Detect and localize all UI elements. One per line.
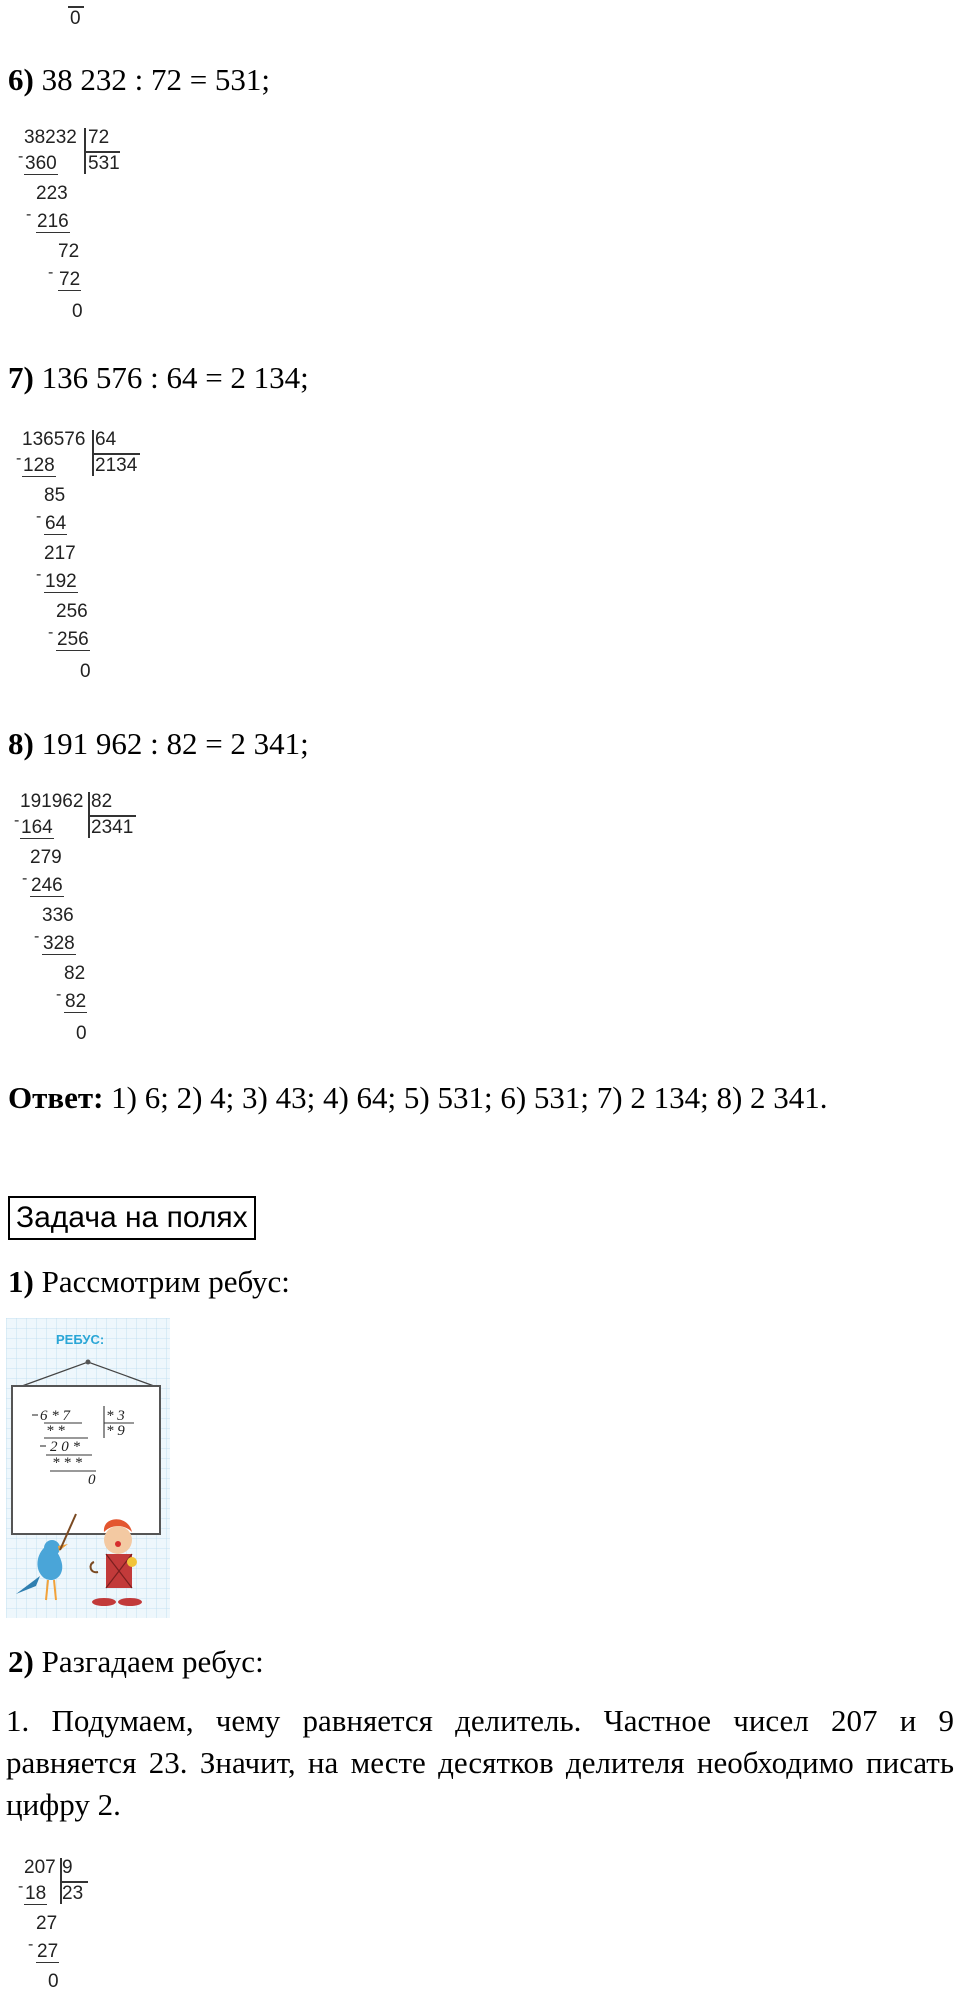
rebus-illustration [6,1318,170,1618]
step: 164 [21,817,53,838]
remainder: 0 [48,1971,59,1992]
step: 27 [37,1941,59,1962]
minus-sign: - [48,264,54,281]
divisor: 64 [95,429,117,450]
step-2-heading [8,1642,264,1682]
problem-expression: 136 576 : 64 = 2 134; [33,360,309,395]
answer-text: 1) 6; 2) 4; 3) 43; 4) 64; 5) 531; 6) 531; 7) 2 134; 8) 2 341. [103,1080,828,1115]
minus-sign: - [28,1936,34,1953]
step: 223 [36,183,68,204]
minus-sign: - [18,148,24,165]
step-label: 2) [8,1644,34,1679]
quotient: 23 [62,1883,84,1904]
step: 82 [65,991,87,1012]
minus-sign: - [34,928,40,945]
step: 256 [56,601,88,622]
rebus-row2-right: * 9 [106,1423,125,1439]
step: 360 [25,153,57,174]
step-text: Рассмотрим ребус: [33,1264,290,1299]
minus-sign: - [36,508,42,525]
dividend: 136576 [22,429,86,450]
minus-sign: - [18,1878,24,1895]
divisor: 82 [91,791,113,812]
step-text: Разгадаем ребус: [33,1644,264,1679]
quotient: 2341 [91,817,134,838]
task-box: Задача на полях [8,1196,256,1240]
rebus-title: РЕБУС: [56,1332,105,1347]
step: 246 [31,875,63,896]
step-label: 1) [8,1264,34,1299]
step: 328 [43,933,75,954]
remainder: 0 [76,1023,87,1044]
rebus-row1-left: 6 * 7 [40,1408,70,1424]
rebus-row3: 2 0 * [50,1439,80,1455]
quotient: 531 [88,153,120,174]
step: 72 [59,269,81,290]
problem-8-heading [8,724,309,764]
step: 85 [44,485,66,506]
problem-label: 7) [8,360,34,395]
step: 82 [64,963,86,984]
answer-line [8,1078,828,1118]
quotient: 2134 [95,455,138,476]
board [12,1386,160,1534]
answer-label: Ответ: [8,1080,104,1115]
dividend: 207 [24,1857,56,1878]
minus-sign: - [22,870,28,887]
step: 216 [37,211,69,232]
minus-sign: - [56,986,62,1003]
minus-sign: - [16,450,22,467]
dividend: 191962 [20,791,84,812]
rebus-row5: 0 [88,1472,96,1488]
step: 64 [45,513,67,534]
rebus-row1-right: * 3 [106,1408,125,1424]
top-remainder: 0 [70,8,81,30]
divisor: 72 [88,127,110,148]
step: 72 [58,241,80,262]
divisor: 9 [62,1857,73,1878]
step: 336 [42,905,74,926]
rebus-row4: * * * [52,1455,82,1471]
problem-label: 6) [8,62,34,97]
minus-sign: - [48,624,54,641]
step: 18 [25,1883,47,1904]
step: 256 [57,629,89,650]
minus-sign: - [14,812,20,829]
dividend: 38232 [24,127,77,148]
step: 192 [45,571,77,592]
problem-expression: 38 232 : 72 = 531; [33,62,271,97]
problem-6-heading [8,60,270,100]
rebus-row2-left: * * [46,1423,65,1439]
problem-label: 8) [8,726,34,761]
step-1-heading [8,1262,290,1302]
minus-sign: - [36,566,42,583]
step: 27 [36,1913,58,1934]
problem-expression: 191 962 : 82 = 2 341; [33,726,309,761]
explanation-paragraph: 1. Подумаем, чему равняется делитель. Частное чисел 207 и 9 равняется 23. Значит, на месте десятков делителя необходимо писать цифру 2. [6,1703,954,1822]
step: 128 [23,455,55,476]
problem-7-heading [8,358,309,398]
step: 279 [30,847,62,868]
step: 217 [44,543,76,564]
minus-sign: - [26,206,32,223]
remainder: 0 [72,301,83,322]
remainder: 0 [80,661,91,682]
